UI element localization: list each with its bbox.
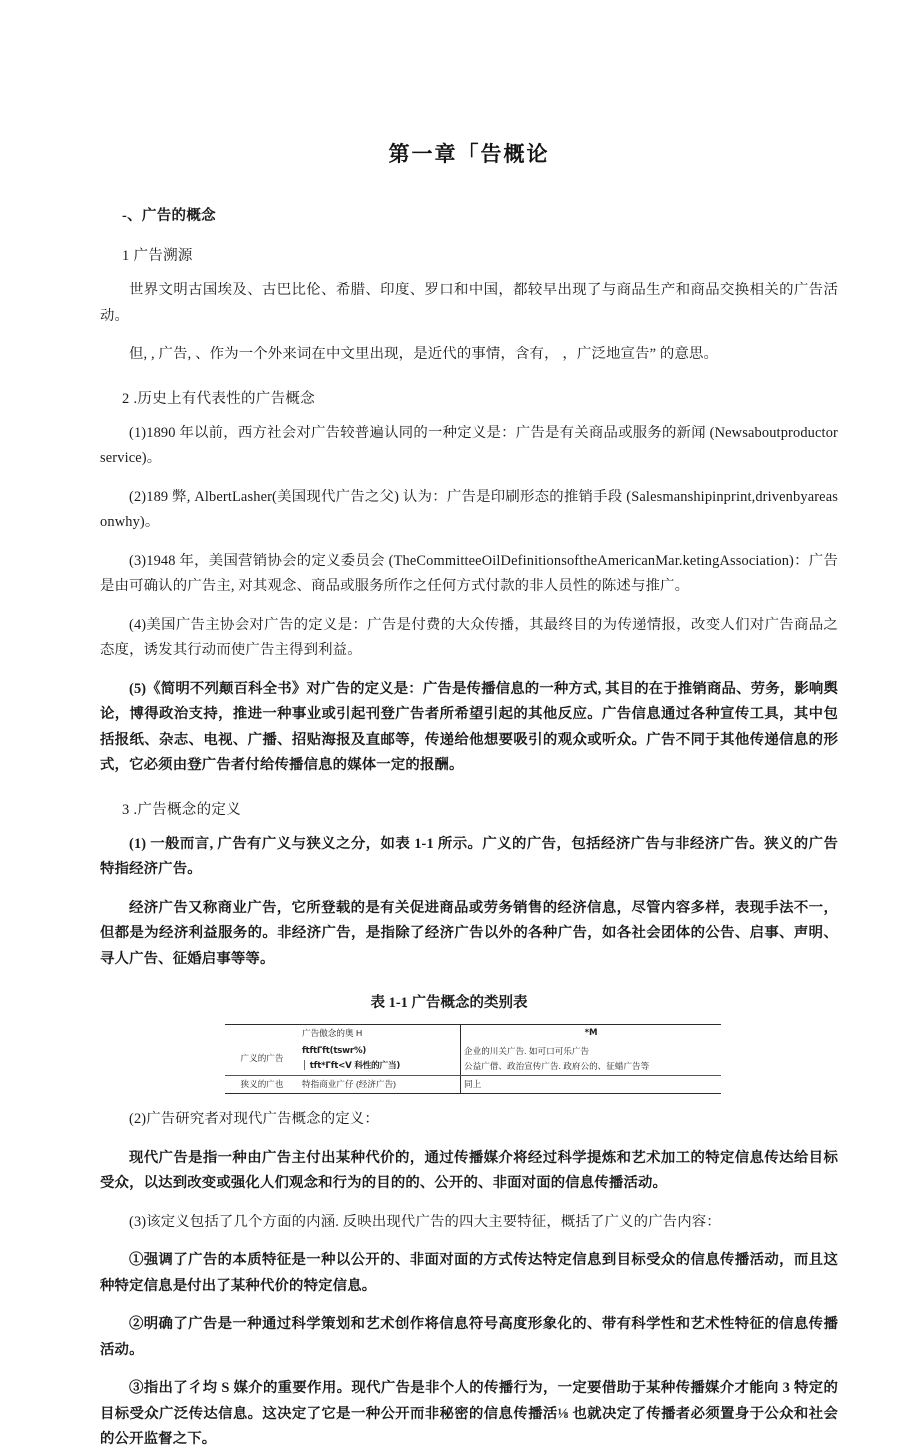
table-caption: 表 1-1 广告概念的类别表 xyxy=(370,995,528,1011)
subsection-heading-origin: 1 广告溯源 xyxy=(122,248,193,264)
table-cell-definition-narrow: 特指商业广仔 (经济广告) xyxy=(299,1076,461,1094)
subsection-heading-history: 2 .历史上有代表性的广告概念 xyxy=(122,390,315,407)
paragraph-features-head: (3)该定义包括了几个方面的内涵. 反映出现代广告的四大主要特征，概括了广义的广告内容： xyxy=(129,1213,721,1230)
definition-line-2: │ tft*Γft<V 科性的广当) xyxy=(302,1060,401,1071)
page-content xyxy=(100,0,838,1453)
paragraph-feature-1: ①强调了广告的本质特征是一种以公开的、非面对面的方式传达特定信息到目标受众的信息传播活动，而且这种特定信息是付出了某种代价的特定信息。 xyxy=(100,1252,838,1294)
table-row xyxy=(225,1076,721,1094)
paragraph-definition-4: (4)美国广告主协会对广告的定义是：广告是付费的大众传播，其最终目的为传递情报，改变人们对广告商品之态度，诱发其行动而使广告主得到利益。 xyxy=(100,616,838,658)
table-cell-category-broad: 广义的广告 xyxy=(225,1042,299,1076)
example-line-2: 公益广借、政治宣传广告. 政府公的、征蜡广告等 xyxy=(464,1060,650,1071)
table-cell-definition-broad xyxy=(299,1042,461,1076)
example-line-1: 企业的川关广告. 如可口可乐广告 xyxy=(464,1046,590,1056)
paragraph-definition-5: (5)《简明不列颠百科全书》对广告的定义是：广告是传播信息的一种方式, 其目的在于推销商品、劳务，影响舆论，博得政治支持，推进一种事业或引起刊登广告者所希望引起的其他反应。广告信息通过各种宣传工具，其中包括报纸、杂志、电视、广播、招贴海报及直邮等，传递给他想要吸引的观众或听众。广告不同于其他传递信息的形式，它必须由登广告者付给传播信息的媒体一定的报酬。 xyxy=(100,680,838,773)
section-heading-concept: -、广告的概念 xyxy=(122,208,216,224)
definition-line-1: ftftΓft(tswr%) xyxy=(302,1046,367,1056)
paragraph-feature-3: ③指出了彳均 S 媒介的重要作用。现代广告是非个人的传播行为，一定要借助于某种传播媒介才能向 3 特定的目标受众广泛传达信息。这决定了它是一种公开而非秘密的信息传播活⅛ 也就决定了传播者必须置身于公众和社会的公开监督之下。 xyxy=(100,1380,838,1447)
table-cell-example-narrow: 同上 xyxy=(461,1076,722,1094)
table-row xyxy=(225,1042,721,1076)
paragraph-concept-1: (1) 一般而言, 广告有广义与狭义之分，如表 1-1 所示。广义的广告，包括经济广告与非经济广告。狭义的广告特指经济广告。 xyxy=(100,835,838,877)
table-cell-category-narrow: 狭义的广也 xyxy=(225,1076,299,1094)
table-container xyxy=(100,1012,838,1094)
paragraph-origin-2: 但, , 广告, 、作为一个外来词在中文里出现，是近代的事情，含有， ，广泛地宣告” 的意思。 xyxy=(129,346,719,362)
table-header-blank xyxy=(225,1025,299,1043)
page-title: 第一章「告概论 xyxy=(388,142,550,166)
table-cell-example-broad xyxy=(461,1042,722,1076)
advertising-category-table xyxy=(225,1024,721,1094)
paragraph-definition-3: (3)1948 年，美国营销协会的定义委员会 (TheCommitteeOilDefinitionsoftheAmericanMar.ketingAssociation)：广告是由可确认的广告主, 对其观念、商品或服务所作之任何方式付款的非人员性的陈述与推广。 xyxy=(100,552,838,594)
paragraph-researcher-body: 现代广告是指一种由广告主付出某种代价的，通过传播媒介将经过科学提炼和艺术加工的特定信息传达给目标受众，以达到改变或强化人们观念和行为的目的的、公开的、非面对面的信息传播活动。 xyxy=(100,1149,838,1191)
paragraph-researcher-head: (2)广告研究者对现代广告概念的定义： xyxy=(129,1111,379,1127)
paragraph-concept-2: 经济广告又称商业广告，它所登载的是有关促进商品或劳务销售的经济信息，尽管内容多样，表现手法不一，但都是为经济利益服务的。非经济广告，是指除了经济广告以外的各种广告，如各社会团体的公告、启事、声明、寻人广告、征婚启事等等。 xyxy=(100,899,838,967)
paragraph-definition-1: (1)1890 年以前，西方社会对广告较普遍认同的一种定义是：广告是有关商品或服务的新闻 (Newsaboutproductorservice)。 xyxy=(100,424,838,466)
table-header-example: *M xyxy=(461,1025,722,1043)
paragraph-definition-2: (2)189 弊, AlbertLasher(美国现代广告之父) 认为：广告是印刷形态的推销手段 (Salesmanshipinprint,drivenbyareasonwhy)。 xyxy=(100,488,838,530)
paragraph-origin-1: 世界文明古国埃及、古巴比伦、希腊、印度、罗口和中国，都较早出现了与商品生产和商品交换相关的广告活动。 xyxy=(100,282,838,324)
paragraph-feature-2: ②明确了广告是一种通过科学策划和艺术创作将信息符号高度形象化的、带有科学性和艺术性特征的信息传播活动。 xyxy=(100,1316,838,1358)
table-header-definition: 广告傲念的奥 H xyxy=(299,1025,461,1043)
table-header-row xyxy=(225,1025,721,1043)
subsection-heading-definition: 3 .广告概念的定义 xyxy=(122,801,241,818)
